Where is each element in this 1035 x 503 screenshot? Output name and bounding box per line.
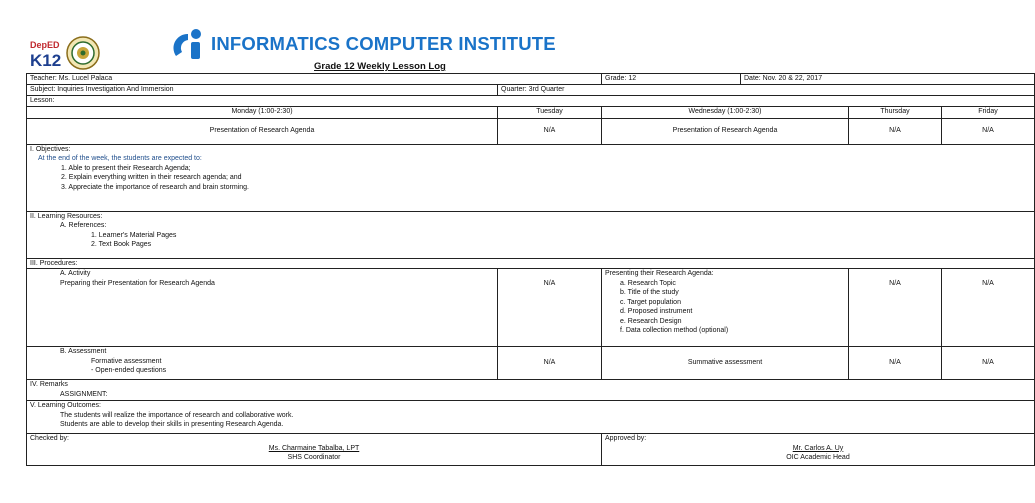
approved-by-cell [602, 434, 1035, 466]
resources-heading: II. Learning Resources: [30, 212, 103, 220]
procedures-heading-row [27, 258, 1035, 269]
day-wednesday: Wednesday (1:00-2:30) [602, 106, 849, 118]
topic-thursday: N/A [849, 118, 942, 144]
activity-tuesday: N/A [498, 269, 602, 347]
assessment-label: B. Assessment [60, 348, 107, 355]
days-header-row [27, 106, 1035, 118]
assessment-wednesday: Summative assessment [602, 347, 849, 380]
agenda-item: e. Research Design [620, 317, 682, 325]
activity-wednesday-title: Presenting their Research Agenda: [605, 270, 714, 277]
agenda-item: a. Research Topic [620, 279, 676, 287]
checker-name: Ms. Charmaine Tabalba, LPT [268, 444, 360, 452]
remarks-heading: IV. Remarks [30, 381, 68, 388]
topic-wednesday: Presentation of Research Agenda [602, 118, 849, 144]
teacher-cell: Teacher: Ms. Lucel Palaca [27, 74, 602, 85]
procedures-heading: III. Procedures: [27, 258, 1035, 269]
activity-label: A. Activity [60, 270, 91, 277]
topic-friday: N/A [942, 118, 1035, 144]
remarks-cell [27, 380, 1035, 401]
activity-row [27, 269, 1035, 347]
agenda-item: d. Proposed instrument [620, 308, 693, 315]
assessment-tuesday: N/A [498, 347, 602, 380]
outcome-line: The students will realize the importance of research and collaborative work. [60, 411, 294, 419]
objective-item: 2. Explain everything written in their research agenda; and [61, 174, 242, 181]
objective-item: 1. Able to present their Research Agenda; [61, 164, 191, 172]
outcomes-heading: V. Learning Outcomes: [30, 402, 101, 409]
ici-logo [170, 26, 206, 62]
objectives-heading: I. Objectives: [30, 145, 71, 153]
objectives-cell [27, 144, 1035, 211]
objectives-row [27, 144, 1035, 211]
signatures-row [27, 434, 1035, 466]
resources-cell [27, 211, 1035, 258]
remarks-row [27, 380, 1035, 401]
deped-k12-logo [28, 38, 64, 68]
activity-thursday: N/A [849, 269, 942, 347]
assessment-monday-sub: - Open-ended questions [91, 367, 167, 374]
subject-cell: Subject: Inquiries Investigation And Immersion [27, 85, 498, 96]
document-title: Grade 12 Weekly Lesson Log [314, 61, 446, 72]
checked-by-cell [27, 434, 602, 466]
references-label: A. References: [60, 222, 107, 229]
resource-item: 1. Learner's Material Pages [91, 231, 177, 239]
assignment-label: ASSIGNMENT: [60, 390, 108, 398]
approver-name: Mr. Carlos A. Uy [792, 444, 844, 452]
agenda-item: c. Target population [620, 298, 681, 306]
assessment-row [27, 347, 1035, 380]
svg-text:K12: K12 [30, 51, 62, 70]
outcomes-row [27, 401, 1035, 434]
resources-row [27, 211, 1035, 258]
date-cell: Date: Nov. 20 & 22, 2017 [741, 74, 1035, 85]
info-row-lesson [27, 96, 1035, 107]
approved-by-label: Approved by: [605, 435, 647, 442]
info-row-subject [27, 85, 1035, 96]
lesson-log-table [26, 73, 1035, 466]
assessment-monday-cell [27, 347, 498, 380]
outcome-line: Students are able to develop their skills in presenting Research Agenda. [60, 421, 284, 428]
topic-tuesday: N/A [498, 118, 602, 144]
activity-friday: N/A [942, 269, 1035, 347]
info-row-teacher [27, 74, 1035, 85]
day-thursday: Thursday [849, 106, 942, 118]
checked-by-label: Checked by: [30, 435, 69, 442]
day-friday: Friday [942, 106, 1035, 118]
objectives-intro: At the end of the week, the students are expected to: [38, 155, 202, 162]
lesson-cell: Lesson: [27, 96, 1035, 107]
page-header [0, 0, 768, 72]
activity-monday: Preparing their Presentation for Research Agenda [60, 279, 215, 287]
approver-title: OIC Academic Head [786, 454, 850, 461]
day-monday: Monday (1:00-2:30) [27, 106, 498, 118]
resource-item: 2. Text Book Pages [91, 241, 152, 248]
agenda-item: b. Title of the study [620, 289, 679, 296]
outcomes-cell [27, 401, 1035, 434]
institute-name: INFORMATICS COMPUTER INSTITUTE [211, 33, 556, 54]
checker-title: SHS Coordinator [287, 454, 341, 461]
svg-text:DepED: DepED [30, 40, 60, 50]
deped-seal-logo [66, 36, 100, 70]
activity-monday-cell [27, 269, 498, 347]
topics-row [27, 118, 1035, 144]
objective-item: 3. Appreciate the importance of research and brain storming. [61, 183, 249, 191]
activity-wednesday-cell [602, 269, 849, 347]
agenda-item: f. Data collection method (optional) [620, 327, 729, 334]
assessment-thursday: N/A [849, 347, 942, 380]
assessment-friday: N/A [942, 347, 1035, 380]
day-tuesday: Tuesday [498, 106, 602, 118]
assessment-monday: Formative assessment [91, 357, 162, 365]
grade-cell: Grade: 12 [602, 74, 741, 85]
quarter-cell: Quarter: 3rd Quarter [498, 85, 1035, 96]
topic-monday: Presentation of Research Agenda [27, 118, 498, 144]
